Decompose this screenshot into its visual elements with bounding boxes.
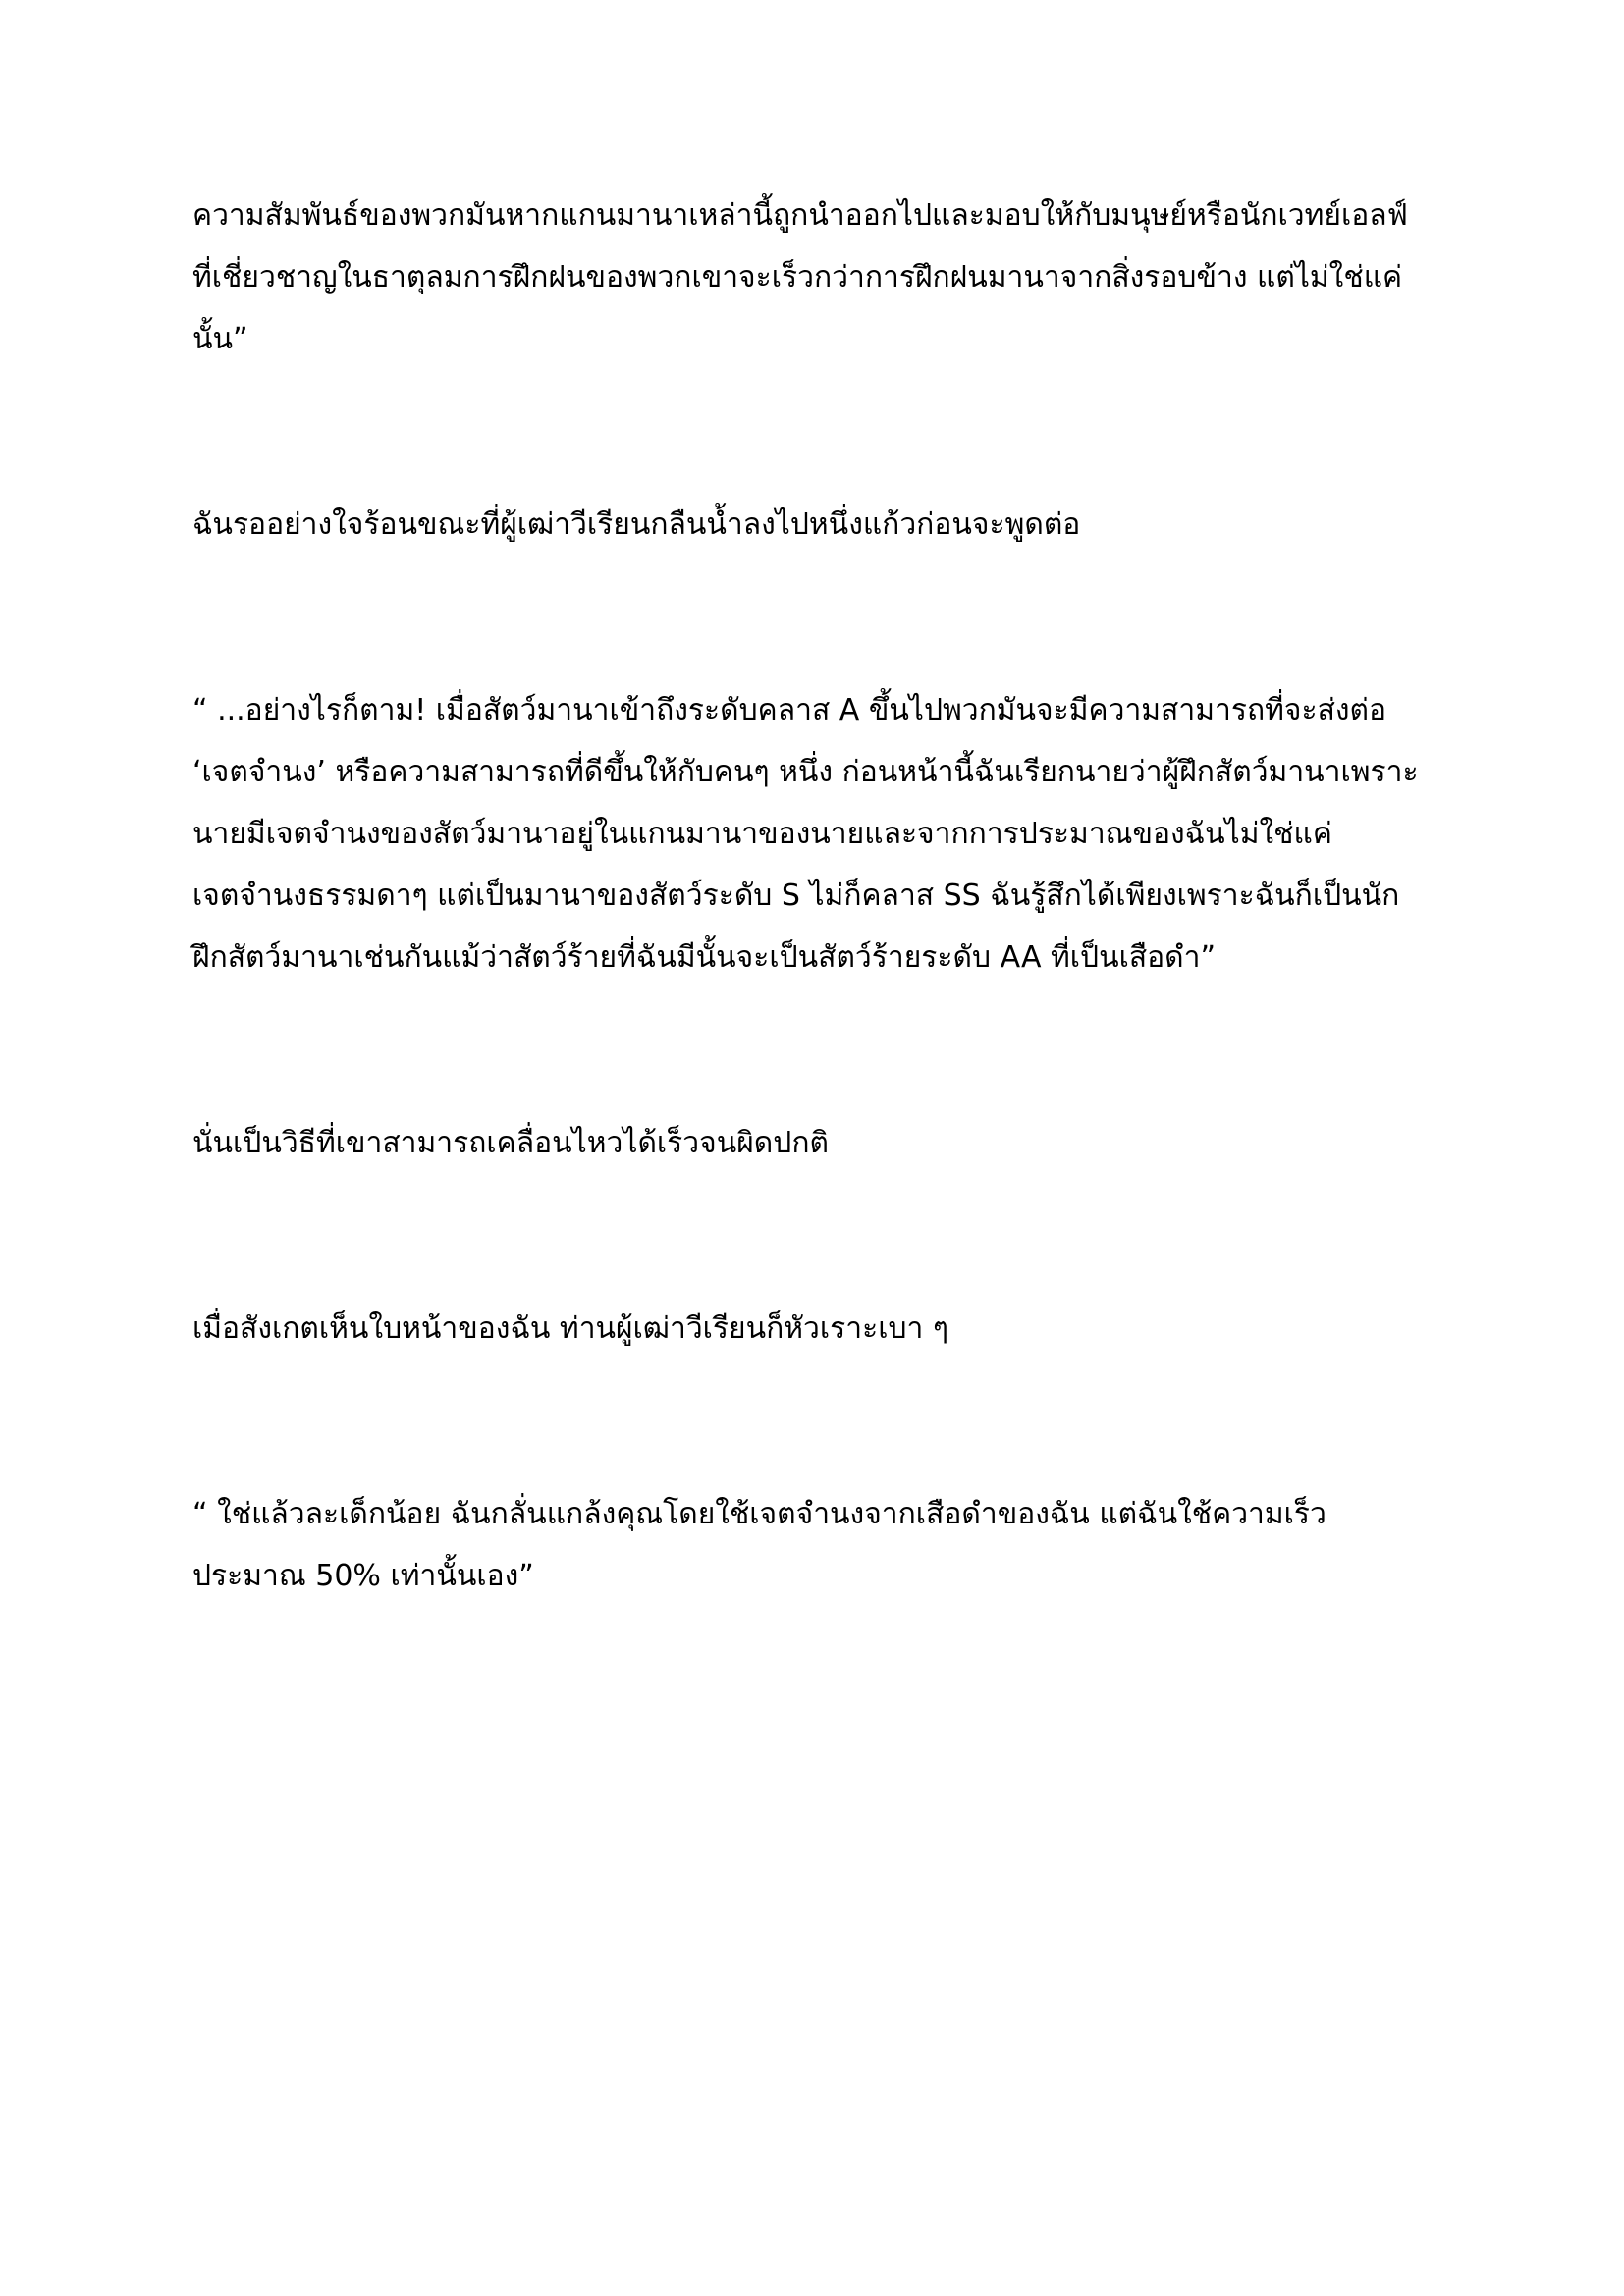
paragraph-3: “ ...อย่างไรก็ตาม! เมื่อสัตว์มานาเข้าถึงระดับคลาส A ขึ้นไปพวกมันจะมีความสามารถที่จะส่งต่อ ‘เจตจำนง’ หรือความสามารถที่ดีขึ้นให้กับคนๆ หนึ่ง ก่อนหน้านี้ฉันเรียกนายว่าผู้ฝึกสัตว์มานาเพราะนายมีเจตจำนงของสัตว์มานาอยู่ในแกนมานาของนายและจากการประมาณของฉันไม่ใช่แค่เจตจำนงธรรมดาๆ แต่เป็นมานาของสัตว์ระดับ S ไม่ก็คลาส SS ฉันรู้สึกได้เพียงเพราะฉันก็เป็นนักฝึกสัตว์มานาเช่นกันแม้ว่าสัตว์ร้ายที่ฉันมีนั้นจะเป็นสัตว์ร้ายระดับ AA ที่เป็นเสือดำ” xyxy=(192,693,1419,975)
paragraph-1: ความสัมพันธ์ของพวกมันหากแกนมานาเหล่านี้ถูกนำออกไปและมอบให้กับมนุษย์หรือนักเวทย์เอลฟ์ที่เชี่ยวชาญในธาตุลมการฝึกฝนของพวกเขาจะเร็วกว่าการฝึกฝนมานาจากสิ่งรอบข้าง แต่ไม่ใช่แค่นั้น” xyxy=(192,198,1408,356)
paragraph-spacer xyxy=(192,1174,1420,1298)
paragraph-5: เมื่อสังเกตเห็นใบหน้าของฉัน ท่านผู้เฒ่าวีเรียนก็หัวเราะเบา ๆ xyxy=(192,1311,949,1346)
paragraph-4: นั่นเป็นวิธีที่เขาสามารถเคลื่อนไหวได้เร็วจนผิดปกติ xyxy=(192,1126,829,1160)
paragraph-spacer xyxy=(192,370,1420,494)
paragraph-spacer xyxy=(192,556,1420,679)
paragraph-spacer xyxy=(192,1360,1420,1483)
paragraph-2: ฉันรออย่างใจร้อนขณะที่ผู้เฒ่าวีเรียนกลืนน้ำลงไปหนึ่งแก้วก่อนจะพูดต่อ xyxy=(192,507,1081,542)
paragraph-6: “ ใช่แล้วละเด็กน้อย ฉันกลั่นแกล้งคุณโดยใช้เจตจำนงจากเสือดำของฉัน แต่ฉันใช้ความเร็วประมาณ 50% เท่านั้นเอง” xyxy=(192,1497,1326,1593)
paragraph-spacer xyxy=(192,988,1420,1112)
document-body xyxy=(192,185,1420,1607)
